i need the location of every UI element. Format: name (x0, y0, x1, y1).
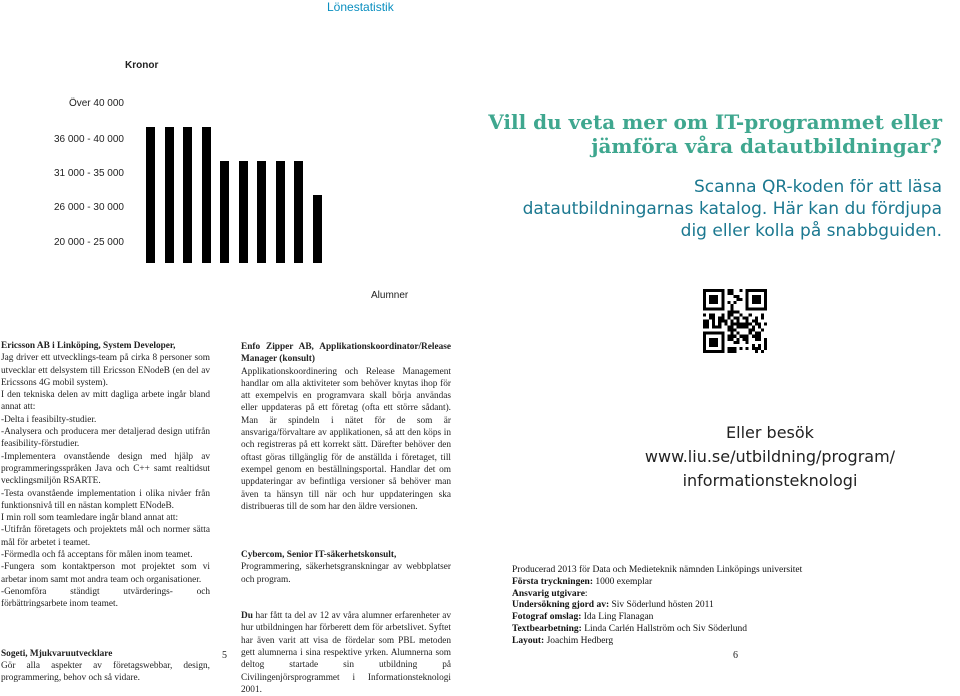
alumnus-paragraph: -Delta i feasibilty-studier. (1, 414, 97, 425)
alumnus-paragraph: -Förmedla och få acceptans för målen inom teamet. (1, 550, 193, 561)
page-header-title: Lönestatistik (327, 0, 394, 14)
chart-y-tick-label: 20 000 - 25 000 (53, 237, 124, 248)
summary-paragraph (241, 610, 451, 696)
visit-line1: Eller besök (726, 423, 814, 442)
alumnus-paragraphs (1, 352, 210, 610)
alumnus-paragraph: Gör alla aspekter av företagswebbar, design, programmering, behov och så vidare. (1, 660, 210, 684)
promo-text-line1: Scanna QR-koden för att läsa (694, 177, 942, 197)
alumnus-heading: Enfo Zipper AB, Applikationskoordinator/Release Manager (konsult) (241, 342, 451, 365)
visit-url-line2: www.liu.se/utbildning/program/ (644, 447, 896, 466)
visit-url-line3: informationsteknologi (682, 471, 858, 490)
promo-text-line2: datautbildningarnas katalog. Här kan du fördjupa (522, 199, 942, 219)
alumnus-paragraph: -Fungera som kontaktperson mot projektet som vi arbetar inom samt mot andra team och organisationer. (1, 562, 210, 585)
colophon (512, 565, 952, 648)
chart-bar (276, 161, 285, 263)
colophon-line: Textbearbetning: Linda Carlén Hallström och Siv Söderlund (512, 623, 748, 634)
summary-text: har fått ta del av 12 av våra alumner erfarenheter av hur utbildningen har förberett dem för arbetslivet. Syftet har även varit att visa de fördelar som PBL metoden gett alumnerna i sina respektive yrken. Alumnerna som deltog startade sin utbildning på Civilingenjörsprogrammet i Informationsteknologi 2001. (241, 611, 451, 695)
colophon-line: Första tryckningen: 1000 exemplar (512, 576, 653, 587)
alumnus-paragraph: Applikationskoordinering och Release Management handlar om alla aktiviteter som behöver knytas ihop för att exempelvis en programvara skall börja användas eller uppdateras på ett företag (ofta ett större sådant). Man är spindeln i nätet för de som är ansvariga/förvaltare av applikationen, så att den köps in och registreras på ett korrekt sätt. Därefter behöver den oftast göras tillgänglig för de anställda i företaget, till exempel genom en beställningsportal. Handlar det om uppdateringar av befintliga versioner så behöver man även ta hänsyn till när och hur uppdateringen ska distribueras till de som har den äldre versionen. (241, 366, 451, 512)
colophon-line: Producerad 2013 för Data och Medieteknik nämnden Linköpings universitet (512, 565, 803, 575)
promo-heading-line1: Vill du veta mer om IT-programmet eller (488, 110, 942, 134)
chart-y-tick-label: Över 40 000 (68, 98, 124, 109)
chart-bar (220, 161, 229, 263)
alumnus-heading: Sogeti, Mjukvaruutvecklare (1, 648, 113, 659)
chart-bar (146, 127, 155, 263)
chart-y-tick-label: 31 000 - 35 000 (53, 168, 124, 179)
chart-y-tick-label: 26 000 - 30 000 (53, 202, 124, 213)
colophon-line: Layout: Joachim Hedberg (512, 635, 614, 646)
colophon-line: Ansvarig utgivare: (512, 588, 588, 599)
page-number-right: 6 (733, 650, 738, 661)
chart-bar (294, 161, 303, 263)
chart-title: Kronor (125, 60, 159, 71)
summary-lead: Du (241, 611, 253, 622)
colophon-line: Undersökning gjord av: Siv Söderlund hösten 2011 (512, 600, 714, 611)
alumnus-heading: Cybercom, Senior IT-säkerhetskonsult, (241, 550, 397, 561)
chart-bar (239, 161, 248, 263)
chart-y-tick-label: 36 000 - 40 000 (53, 134, 124, 145)
alumnus-paragraph: -Genomföra ständigt utvärderings- och förbättringsarbete inom teamet. (1, 586, 210, 610)
promo-heading (462, 110, 942, 158)
alumnus-paragraph: -Utifrån företagets och projektets mål och normer sätta mål för arbetet i teamet. (1, 525, 210, 548)
chart-bar (183, 127, 192, 263)
promo-text (462, 176, 942, 242)
chart-bar (313, 195, 322, 263)
promo-heading-line2: jämföra våra datautbildningar? (591, 134, 942, 158)
alumnus-paragraph: Programmering, säkerhetsgranskningar av webbplatser och program. (241, 562, 451, 585)
visit-link[interactable] (640, 421, 900, 493)
alumni-column-left (1, 340, 210, 684)
page-number-left: 5 (222, 650, 227, 661)
chart-bar (165, 127, 174, 263)
colophon-line: Fotograf omslag: Ida Ling Flanagan (512, 612, 654, 623)
alumnus-paragraph: I den tekniska delen av mitt dagliga arbete ingår bland annat att: (1, 390, 210, 413)
chart-x-label: Alumner (371, 290, 409, 301)
alumnus-heading: Ericsson AB i Linköping, System Developer, (1, 341, 176, 351)
chart-bar (202, 127, 211, 263)
chart-bar (257, 161, 266, 263)
alumnus-paragraph: -Implementera ovanstående design med hjälp av programmeringsspråken Java och C++ samt realtidsut vecklingsmiljön RSARTE. (1, 451, 210, 487)
promo-text-line3: dig eller kolla på snabbguiden. (680, 221, 942, 241)
qr-code-icon[interactable] (703, 289, 767, 353)
alumni-column-right (241, 341, 451, 696)
alumnus-paragraph: -Testa ovanstående implementation i olika nivåer från funktionsnivå till en nästan komplett ENodeB. (1, 488, 210, 511)
alumnus-paragraph: -Analysera och producera mer detaljerad design utifrån feasibility-förstudier. (1, 427, 210, 450)
alumnus-paragraph: Jag driver ett utvecklings-team på cirka 8 personer som utvecklar ett delsystem till Ericsson ENodeB (en del av Ericssons 4G mobil system). (1, 353, 210, 388)
alumnus-paragraph: I min roll som teamledare ingår bland annat att: (1, 513, 179, 524)
